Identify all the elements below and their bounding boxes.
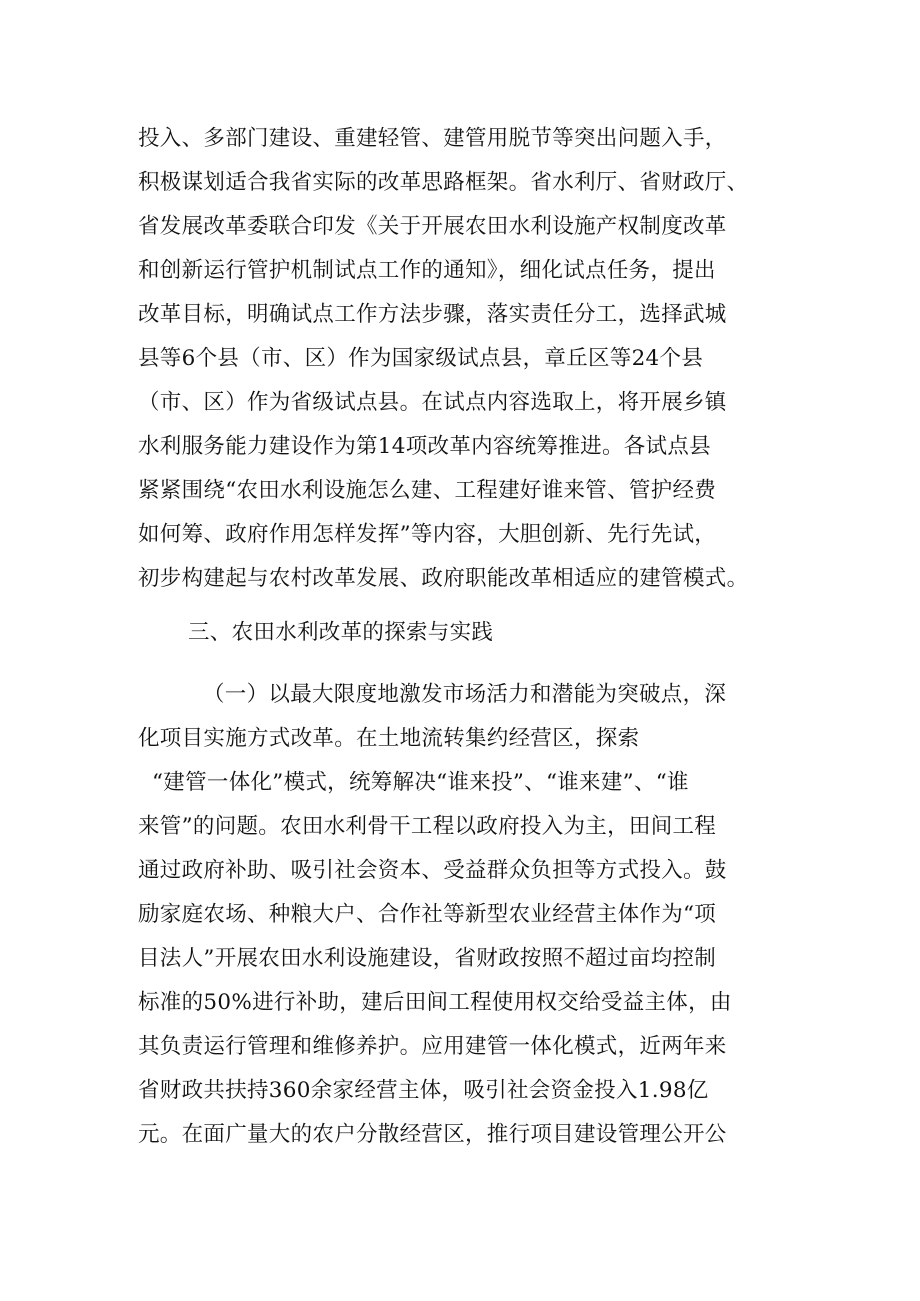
paragraph-line: 投入、多部门建设、重建轻管、建管用脱节等突出问题入手，: [138, 126, 727, 151]
paragraph-line: 改革目标，明确试点工作方法步骤，落实责任分工，选择武城: [138, 302, 727, 327]
paragraph-line: “建管一体化”模式，统筹解决“谁来投”、“谁来建”、“谁: [152, 770, 689, 795]
paragraph-line: 紧紧围绕“农田水利设施怎么建、工程建好谁来管、管护经费: [138, 478, 717, 503]
paragraph-line: 通过政府补助、吸引社会资本、受益群众负担等方式投入。鼓: [138, 858, 727, 883]
section-heading: 三、农田水利改革的探索与实践: [188, 620, 494, 645]
paragraph-line: 来管”的问题。农田水利骨干工程以政府投入为主，田间工程: [138, 814, 717, 839]
paragraph-line: 省发展改革委联合印发《关于开展农田水利设施产权制度改革: [138, 214, 727, 239]
paragraph-line: 标准的50%进行补助，建后田间工程使用权交给受益主体，由: [138, 990, 732, 1015]
paragraph-line: 县等6个县（市、区）作为国家级试点县，章丘区等24个县: [138, 346, 704, 371]
paragraph-line: 化项目实施方式改革。在土地流转集约经营区，探索: [138, 726, 640, 751]
paragraph-line: 目法人”开展农田水利设施建设，省财政按照不超过亩均控制: [138, 946, 717, 971]
paragraph-line: 省财政共扶持360余家经营主体，吸引社会资金投入1.98亿: [138, 1078, 709, 1103]
paragraph-line: 和创新运行管护机制试点工作的通知》，细化试点任务，提出: [138, 258, 716, 283]
paragraph-line: 水利服务能力建设作为第14项改革内容统筹推进。各试点县: [138, 434, 711, 459]
paragraph-line: 其负责运行管理和维修养护。应用建管一体化模式，近两年来: [138, 1034, 727, 1059]
paragraph-line: 励家庭农场、种粮大户、合作社等新型农业经营主体作为“项: [138, 902, 717, 927]
paragraph-line: 元。在面广量大的农户分散经营区，推行项目建设管理公开公: [138, 1122, 727, 1147]
paragraph-line: 积极谋划适合我省实际的改革思路框架。省水利厅、省财政厅、: [138, 170, 749, 195]
paragraph-line: （一）以最大限度地激发市场活力和潜能为突破点，深: [203, 682, 727, 707]
paragraph-line: 初步构建起与农村改革发展、政府职能改革相适应的建管模式。: [138, 566, 749, 591]
paragraph-line: 如何筹、政府作用怎样发挥”等内容，大胆创新、先行先试，: [138, 522, 717, 547]
paragraph-line: （市、区）作为省级试点县。在试点内容选取上，将开展乡镇: [138, 390, 727, 415]
